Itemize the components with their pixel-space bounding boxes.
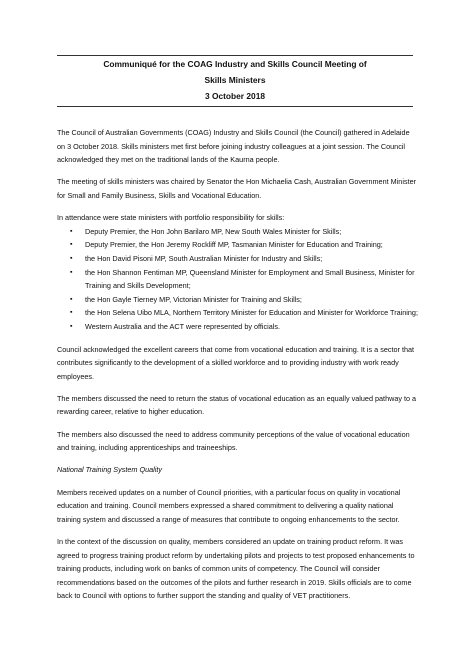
- paragraph-perceptions: The members also discussed the need to address community perceptions of the value of vocational education and training, including apprenticeships and traineeships.: [57, 429, 410, 453]
- list-item: ▪ the Hon Selena Uibo MLA, Northern Territory Minister for Education and Minister for Workforce Training;: [57, 306, 419, 320]
- paragraph-intro: The Council of Australian Governments (COAG) Industry and Skills Council (the Council) gathered in Adelaide on 3 October 2018. Skills ministers met first before joining industry colleagues at a joint session. The Council acknowledged they met on the traditional lands of the Kaurna people.: [57, 128, 410, 165]
- paragraph-priorities: Members received updates on a number of Council priorities, with a particular focus on quality in vocational education and training. Council members expressed a shared commitment to delivering a quality national training system and discussed a range of measures that contribute to ongoing enhancements to the sector.: [57, 487, 401, 524]
- list-item: ▪ Deputy Premier, the Hon Jeremy Rockliff MP, Tasmanian Minister for Education and Training;: [57, 238, 419, 252]
- paragraph-chair: The meeting of skills ministers was chaired by Senator the Hon Michaelia Cash, Australian Government Minister for Small and Family Business, Skills and Vocational Education.: [57, 177, 417, 200]
- title-line-3: 3 October 2018: [204, 91, 266, 101]
- paragraph-attendance: In attendance were state ministers with portfolio responsibility for skills:: [57, 213, 285, 223]
- document-body: [57, 126, 419, 612]
- list-item: ▪ the Hon Gayle Tierney MP, Victorian Minister for Training and Skills;: [57, 293, 419, 307]
- paragraph-reform: In the context of the discussion on quality, members considered an update on training product reform. It was agreed to progress training product reform by undertaking pilots and projects to test proposed enhancements to training products, including work on banks of common units of competency. The Council will consider recommendations based on the outcomes of the pilots and further research in 2019. Skills officials are to come back to Council with options to further support the standing and quality of VET practitioners.: [57, 537, 415, 601]
- list-item: ▪ the Hon David Pisoni MP, South Australian Minister for Industry and Skills;: [57, 252, 419, 266]
- paragraph-status: The members discussed the need to return the status of vocational education as an equally valued pathway to a rewarding career, relative to higher education.: [57, 393, 417, 417]
- bottom-rule: [57, 106, 413, 107]
- list-item: ▪ the Hon Shannon Fentiman MP, Queensland Minister for Employment and Small Business, Minister for Training and Skills Development;: [57, 266, 419, 293]
- section-heading-quality: National Training System Quality: [57, 465, 163, 475]
- list-item: ▪ Western Australia and the ACT were represented by officials.: [57, 320, 419, 334]
- attendee-list: [57, 225, 419, 334]
- list-item: ▪ Deputy Premier, the Hon John Barilaro MP, New South Wales Minister for Skills;: [57, 225, 419, 239]
- paragraph-careers: Council acknowledged the excellent careers that come from vocational education and training. It is a sector that contributes significantly to the development of a skilled workforce and to providing industry with work ready employees.: [57, 344, 415, 381]
- title-line-2: Skills Ministers: [204, 75, 266, 85]
- title-line-1: Communiqué for the COAG Industry and Skills Council Meeting of: [103, 59, 367, 69]
